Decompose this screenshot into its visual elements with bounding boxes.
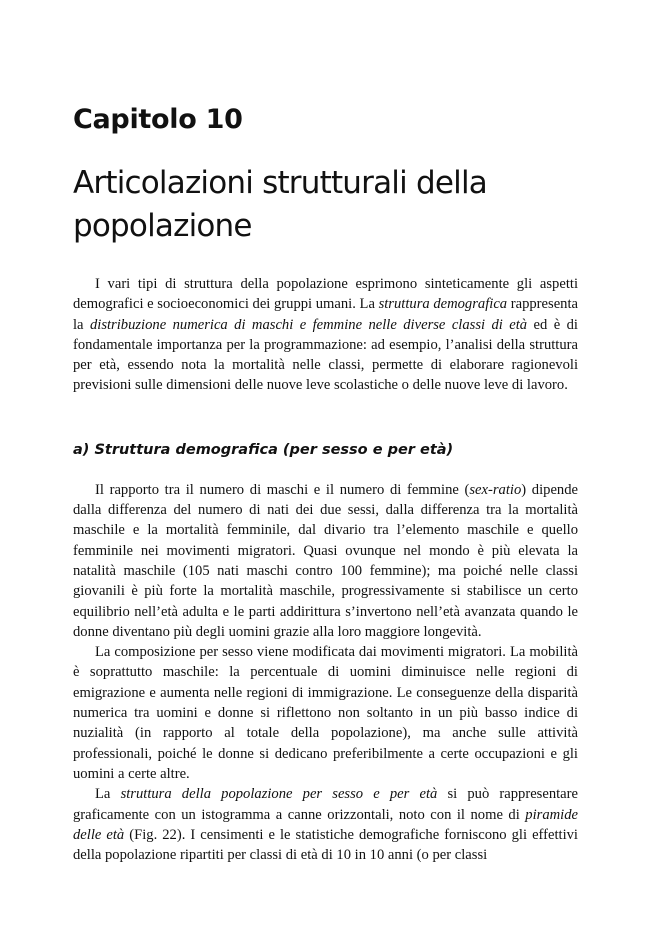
section-paragraph-3: La struttura della popolazione per sesso e per età si può rappresentare graficamente con un istogramma a canne orizzontali, noto con il nome di piramide delle età (Fig. 22). I censimenti e le statistiche demografiche forniscono gli effettivi della popolazione ripartiti per classi di età di 10 in 10 anni (o per classi	[73, 786, 578, 864]
emphasis-text: struttura demografica	[378, 296, 508, 313]
section-heading: a) Struttura demografica (per sesso e per età)	[73, 441, 454, 458]
emphasis-text: struttura della popolazione per sesso e per età	[120, 786, 438, 803]
chapter-title: Articolazioni strutturali della popolazione	[73, 165, 487, 244]
intro-section	[73, 274, 578, 396]
section-paragraph-1: Il rapporto tra il numero di maschi e il numero di femmine (sex-ratio) dipende dalla differenza del numero di nati dei due sessi, dalla differenza tra la mortalità maschile e la mortalità femminile, dal divario tra l’elemento maschile e quello femminile nei movimenti migratori. Quasi ovunque nel mondo è più elevata la natalità maschile (105 nati maschi contro 100 femmine); ma poiché nelle classi giovanili è più forte la mortalità maschile, progressivamente si stabilisce un certo equilibrio nell’età adulta e le parti addirittura s’invertono nell’età avanzata quando le donne diventano più degli uomini grazie alla loro maggiore longevità.	[73, 481, 578, 640]
emphasis-text: sex-ratio	[469, 481, 522, 498]
section-paragraph-2: La composizione per sesso viene modificata dai movimenti migratori. La mobilità è soprattutto maschile: la percentuale di uomini diminuisce nelle regioni di emigrazione e aumenta nelle regioni di immigrazione. Le conseguenze della disparità numerica tra uomini e donne si riflettono non soltanto in un più basso indice di nuzialità (in rapporto al totale della popolazione), ma anche sulle attività professionali, poiché le donne si dedicano preferibilmente a certe occupazioni e gli uomini a certe altre.	[73, 644, 578, 782]
intro-paragraph: I vari tipi di struttura della popolazione esprimono sinteticamente gli aspetti demografici e socioeconomici dei gruppi umani. La struttura demografica rappresenta la distribuzione numerica di maschi e femmine nelle diverse classi di età ed è di fondamentale importanza per la programmazione: ad esempio, l’analisi della struttura per età, essendo nota la mortalità nelle classi, permette di elaborare ragionevoli previsioni sulle dimensioni delle nuove leve scolastiche o delle nuove leve di lavoro.	[73, 276, 578, 394]
section-body	[73, 480, 578, 866]
page	[73, 100, 578, 865]
emphasis-text: piramide delle età	[73, 806, 578, 843]
chapter-number: Capitolo 10	[73, 104, 243, 135]
emphasis-text: distribuzione numerica di maschi e femmine nelle diverse classi di età	[89, 316, 528, 333]
